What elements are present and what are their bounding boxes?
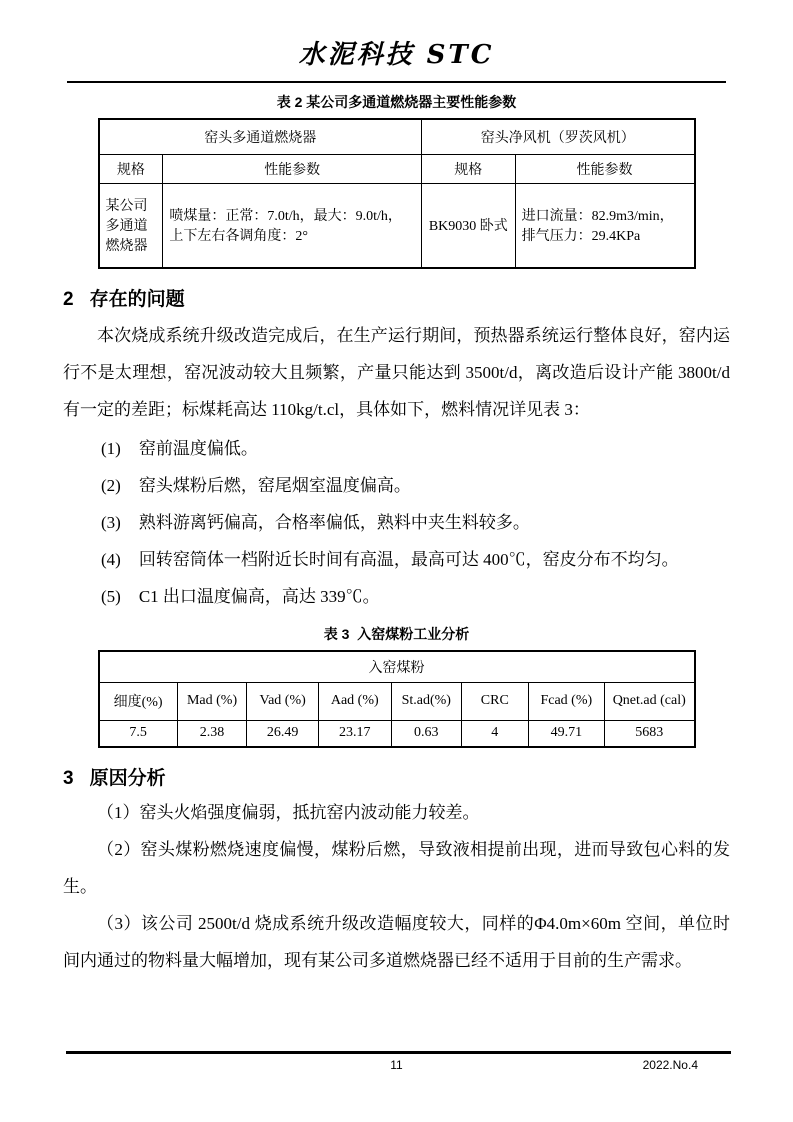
table3-value-vad: 26.49 — [247, 720, 319, 747]
footer-divider — [66, 1051, 731, 1054]
table3 — [98, 650, 696, 748]
section3-heading — [63, 763, 730, 790]
list-item-number: (3) — [101, 513, 121, 532]
list-item-text: C1 出口温度偏高，高达 339℃。 — [138, 587, 380, 606]
list-item-number: (4) — [101, 550, 121, 569]
list-item-text: 回转窑筒体一档附近长时间有高温，最高可达 400℃，窑皮分布不均匀。 — [138, 550, 679, 569]
list-item — [63, 541, 730, 578]
list-item-text: 窑前温度偏低。 — [138, 439, 258, 458]
table3-span-header: 入窑煤粉 — [99, 651, 695, 682]
header-divider — [67, 81, 726, 83]
table3-header-vad: Vad (%) — [247, 682, 319, 720]
list-item — [63, 430, 730, 467]
cause-paragraph: （3）该公司 2500t/d 烧成系统升级改造幅度较大，同样的Φ4.0m×60m 空间，单位时间内通过的物料量大幅增加，现有某公司多道燃烧器已经不适用于目前的生产需求。 — [63, 914, 730, 970]
table3-header-stad: St.ad(%) — [391, 682, 461, 720]
table3-data-row — [99, 720, 695, 747]
table2-group-header-row — [99, 119, 695, 154]
table3-caption: 表 3 入窑煤粉工业分析 — [323, 626, 470, 642]
table2-col-header-spec-left: 规格 — [99, 154, 163, 183]
table2-cell-fan-perf: 进口流量：82.9m3/min，排气压力：29.4KPa — [515, 183, 694, 268]
section2-number: 2 — [63, 289, 74, 310]
cause-paragraph: （1）窑头火焰强度偏弱，抵抗窑内波动能力较差。 — [97, 803, 480, 822]
table3-value-mad: 2.38 — [177, 720, 247, 747]
table3-header-crc: CRC — [461, 682, 528, 720]
table2 — [98, 118, 696, 269]
table2-cell-burner-spec: 某公司多通道燃烧器 — [99, 183, 163, 268]
list-item-text: 窑头煤粉后燃，窑尾烟室温度偏高。 — [138, 476, 411, 495]
table2-data-row — [99, 183, 695, 268]
table3-header-fineness: 细度(%) — [99, 682, 178, 720]
page-number: 11 — [390, 1058, 403, 1072]
list-item — [63, 467, 730, 504]
table2-col-header-perf-left: 性能参数 — [163, 154, 422, 183]
table2-caption: 表 2 某公司多通道燃烧器主要性能参数 — [276, 94, 517, 110]
table3-value-qnetad: 5683 — [604, 720, 694, 747]
issue-number: 2022.No.4 — [642, 1058, 698, 1072]
section2-heading — [63, 284, 730, 311]
table3-header-qnetad: Qnet.ad (cal) — [604, 682, 694, 720]
list-item — [63, 578, 730, 615]
table2-cell-burner-perf: 喷煤量：正常：7.0t/h，最大：9.0t/h，上下左右各调角度：2° — [163, 183, 422, 268]
table2-group-header-fan: 窑头净风机（罗茨风机） — [422, 119, 695, 154]
table3-header-mad: Mad (%) — [177, 682, 247, 720]
table3-value-fineness: 7.5 — [99, 720, 178, 747]
table3-header-fcad: Fcad (%) — [528, 682, 604, 720]
table2-col-header-spec-right: 规格 — [422, 154, 516, 183]
table3-value-fcad: 49.71 — [528, 720, 604, 747]
table3-column-header-row — [99, 682, 695, 720]
table3-span-header-row — [99, 651, 695, 682]
section2-paragraph: 本次烧成系统升级改造完成后，在生产运行期间，预热器系统运行整体良好，窑内运行不是太理想，窑况波动较大且频繁，产量只能达到 3500t/d，离改造后设计产能 3800t/d 有一定的差距；标煤耗高达 110kg/t.cl，具体如下，燃料情况详见表 3： — [63, 326, 730, 419]
section3-number: 3 — [63, 768, 74, 789]
table2-column-header-row — [99, 154, 695, 183]
list-item-number: (2) — [101, 476, 121, 495]
cause-paragraph: （2）窑头煤粉燃烧速度偏慢，煤粉后燃，导致液相提前出现，进而导致包心料的发生。 — [63, 840, 730, 896]
section2-issues-list — [63, 430, 730, 615]
section2-title: 存在的问题 — [89, 289, 185, 310]
table2-col-header-perf-right: 性能参数 — [515, 154, 694, 183]
list-item-number: (5) — [101, 587, 121, 606]
table3-value-crc: 4 — [461, 720, 528, 747]
table3-header-aad: Aad (%) — [318, 682, 391, 720]
table2-group-header-burner: 窑头多通道燃烧器 — [99, 119, 422, 154]
list-item — [63, 504, 730, 541]
list-item-text: 熟料游离钙偏高，合格率偏低，熟料中夹生料较多。 — [138, 513, 530, 532]
section3-title: 原因分析 — [89, 768, 166, 789]
journal-title: 水泥科技 STC — [298, 40, 495, 70]
table3-value-stad: 0.63 — [391, 720, 461, 747]
table3-value-aad: 23.17 — [318, 720, 391, 747]
list-item-number: (1) — [101, 439, 121, 458]
table2-cell-fan-spec: BK9030 卧式 — [422, 183, 516, 268]
section3-paragraphs — [63, 794, 730, 979]
